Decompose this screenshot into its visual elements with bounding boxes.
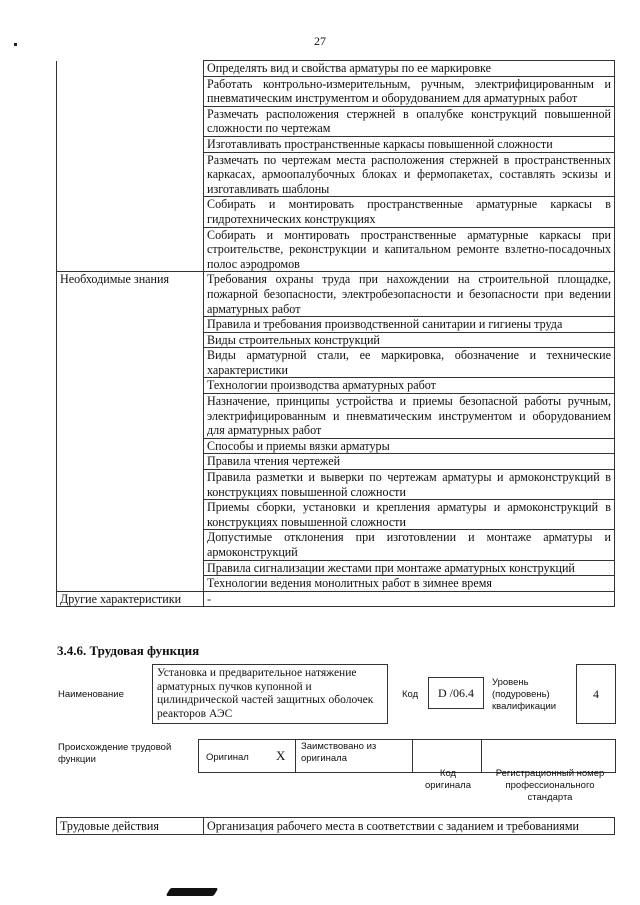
table-row <box>57 530 615 560</box>
row-label <box>57 560 204 576</box>
row-text: Назначение, принципы устройства и приемы безопасной работы ручным, электрифицированным и пневматическим инструментом и оборудованием для арматурных работ <box>204 394 615 439</box>
row-label <box>57 106 204 136</box>
row-text: Виды арматурной стали, ее маркировка, обозначение и технические характеристики <box>204 348 615 378</box>
table-row <box>57 394 615 439</box>
origin-label: Происхождение трудовой функции <box>58 742 172 765</box>
code-value: D /06.4 <box>438 686 474 700</box>
row-label <box>57 378 204 394</box>
table-row <box>57 136 615 152</box>
row-label <box>57 394 204 439</box>
row-label <box>57 530 204 560</box>
row-label <box>57 61 204 77</box>
table-row <box>57 61 615 77</box>
function-name-box <box>152 664 388 724</box>
row-label <box>57 470 204 500</box>
row-text: Виды строительных конструкций <box>204 332 615 348</box>
table-row <box>57 378 615 394</box>
row-label <box>57 152 204 197</box>
row-text: Размечать расположения стержней в опалубке конструкций повышенной сложности по чертежам <box>204 106 615 136</box>
row-text: Правила чтения чертежей <box>204 454 615 470</box>
row-text: Собирать и монтировать пространственные арматурные каркасы в гидротехнических конструкциях <box>204 197 615 227</box>
row-label <box>57 576 204 592</box>
table-row <box>57 76 615 106</box>
row-text: Допустимые отклонения при изготовлении и монтаже арматуры и армоконструкций <box>204 530 615 560</box>
reg-number-label: Регистрационный номер профессионального стандарта <box>495 768 605 803</box>
row-text: Размечать по чертежам места расположения стержней в пространственных каркасах, армоопалубочных блоках и фермопакетах, составлять эскизы и изготавливать шаблоны <box>204 152 615 197</box>
table-row <box>57 454 615 470</box>
row-label <box>57 317 204 333</box>
code-box <box>428 677 484 709</box>
table-row <box>57 348 615 378</box>
table-row <box>57 591 615 607</box>
table-row <box>57 332 615 348</box>
code-label: Код <box>402 689 419 700</box>
row-text: Технологии производства арматурных работ <box>204 378 615 394</box>
table-row <box>57 152 615 197</box>
table-row <box>57 106 615 136</box>
row-text: - <box>204 591 615 607</box>
row-text: Правила сигнализации жестами при монтаже арматурных конструкций <box>204 560 615 576</box>
scan-dot <box>14 43 17 46</box>
table-row <box>57 576 615 592</box>
row-label: Другие характеристики <box>57 591 204 607</box>
row-label <box>57 332 204 348</box>
code-original-label: Код оригинала <box>424 768 471 791</box>
row-text: Требования охраны труда при нахождении на строительной площадке, пожарной безопасности, электробезопасности и безопасности при ведении арматурных работ <box>204 272 615 317</box>
row-label <box>57 136 204 152</box>
level-label: Уровень (подуровень) квалификации <box>492 677 557 712</box>
name-label: Наименование <box>58 689 124 700</box>
skills-table <box>56 60 615 607</box>
level-box <box>576 664 616 724</box>
page-number: 27 <box>314 34 326 48</box>
table-row <box>57 197 615 227</box>
table-row <box>57 500 615 530</box>
table-row <box>57 818 615 835</box>
table-row <box>57 227 615 272</box>
table-row <box>57 438 615 454</box>
row-text: Приемы сборки, установки и крепления арматуры и армоконструкций в конструкциях повышенной сложности <box>204 500 615 530</box>
borrowed-label: Заимствовано из оригинала <box>301 741 377 764</box>
table-row <box>57 317 615 333</box>
row-label: Необходимые знания <box>57 272 204 317</box>
row-label <box>57 197 204 227</box>
row-text: Способы и приемы вязки арматуры <box>204 438 615 454</box>
scan-artifact <box>166 888 219 896</box>
labor-actions-table <box>56 817 615 835</box>
row-text: Собирать и монтировать пространственные арматурные каркасы при строительстве, реконструкции и капитальном ремонте взлетно-посадочных полос аэродромов <box>204 227 615 272</box>
row-label <box>57 227 204 272</box>
table-row <box>57 470 615 500</box>
row-text: Правила и требования производственной санитарии и гигиены труда <box>204 317 615 333</box>
row-label <box>57 76 204 106</box>
row-label <box>57 454 204 470</box>
row-text: Изготавливать пространственные каркасы повышенной сложности <box>204 136 615 152</box>
table-row <box>57 272 615 317</box>
row-label <box>57 348 204 378</box>
row-label <box>57 500 204 530</box>
row-label <box>57 438 204 454</box>
row-text: Работать контрольно-измерительным, ручным, электрифицированным и пневматическим инструментом и оборудованием для арматурных работ <box>204 76 615 106</box>
section-title: 3.4.6. Трудовая функция <box>57 643 200 658</box>
labor-actions-text: Организация рабочего места в соответствии с заданием и требованиями <box>204 818 615 835</box>
original-label: Оригинал <box>206 752 249 763</box>
function-name-value: Установка и предварительное натяжение арматурных пучков купонной и цилиндрической частей защитных оболочек реакторов АЭС <box>157 667 374 720</box>
row-text: Правила разметки и выверки по чертежам арматуры и армоконструкций в конструкциях повышенной сложности <box>204 470 615 500</box>
table-row <box>57 560 615 576</box>
labor-actions-label: Трудовые действия <box>57 818 204 835</box>
level-value: 4 <box>593 687 599 701</box>
original-mark: X <box>276 748 286 763</box>
row-text: Технологии ведения монолитных работ в зимнее время <box>204 576 615 592</box>
row-text: Определять вид и свойства арматуры по ее маркировке <box>204 61 615 77</box>
